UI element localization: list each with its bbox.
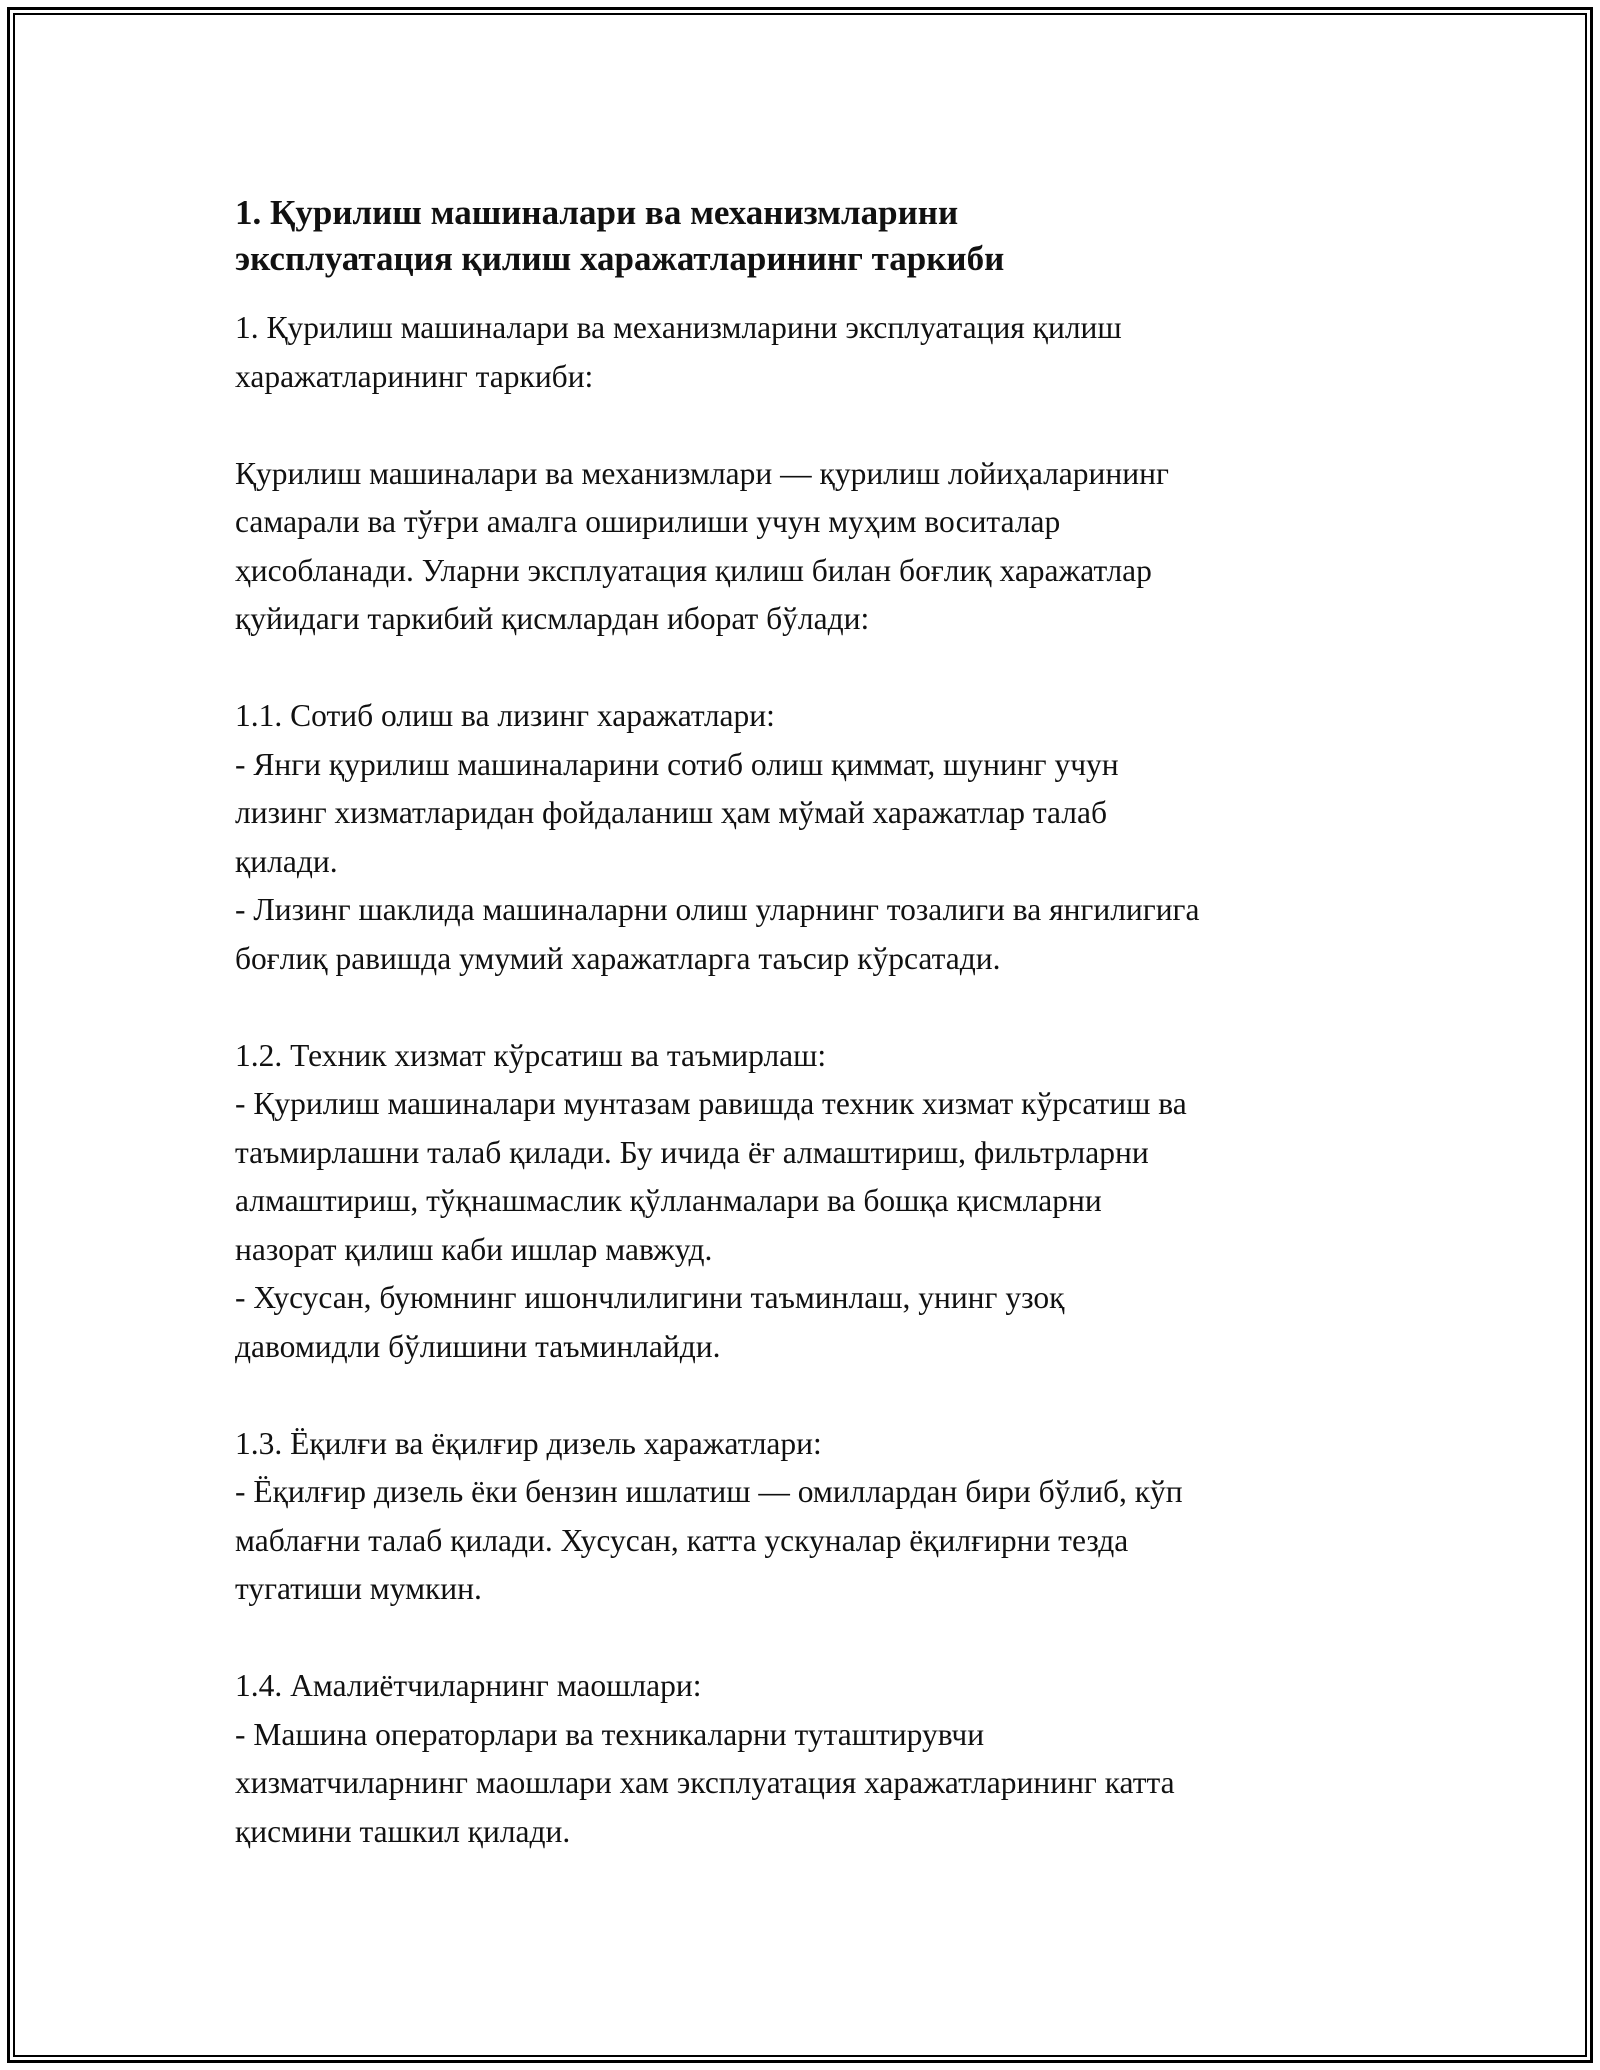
paragraph-gap: [235, 983, 1395, 1032]
section-1-2: [235, 1032, 1395, 1372]
text-line: 1. Қурилиш машиналари ва механизмларини эксплуатация қилиш: [235, 310, 1122, 345]
text-line: самарали ва тўғри амалга оширилиши учун муҳим воситалар: [235, 504, 1061, 539]
text-line: давомидли бўлишини таъминлайди.: [235, 1328, 721, 1364]
text-line: хизматчиларнинг маошлари хам эксплуатация харажатларининг катта: [235, 1765, 1175, 1800]
text-line: лизинг хизматларидан фойдаланиш ҳам мўмай харажатлар талаб: [235, 795, 1107, 830]
paragraph-gap: [235, 1614, 1395, 1663]
paragraph-gap: [235, 644, 1395, 693]
text-line: - Хусусан, буюмнинг ишончлилигини таъминлаш, унинг узоқ: [235, 1280, 1065, 1315]
text-line: қилади.: [235, 843, 338, 879]
text-line: қисмини ташкил қилади.: [235, 1813, 571, 1849]
section-heading: 1.1. Сотиб олиш ва лизинг харажатлари:: [235, 698, 775, 733]
text-line: - Қурилиш машиналари мунтазам равишда техник хизмат кўрсатиш ва: [235, 1086, 1187, 1121]
intro-paragraph: [235, 304, 1395, 401]
text-line: қуйидаги таркибий қисмлардан иборат бўлади:: [235, 601, 870, 636]
section-heading: 1.4. Амалиётчиларнинг маошлари:: [235, 1668, 702, 1703]
text-line: алмаштириш, тўқнашмаслик қўлланмалари ва бошқа қисмларни: [235, 1183, 1102, 1218]
document-title: [235, 190, 1395, 282]
text-line: тугатиши мумкин.: [235, 1571, 482, 1606]
text-line: - Машина операторлари ва техникаларни туташтирувчи: [235, 1716, 985, 1752]
section-1-3: [235, 1420, 1395, 1614]
text-line: - Янги қурилиш машиналарини сотиб олиш қиммат, шунинг учун: [235, 746, 1119, 782]
paragraph-gap: [235, 401, 1395, 450]
text-line: таъмирлашни талаб қилади. Бу ичида ёғ алмаштириш, фильтрларни: [235, 1134, 1149, 1170]
title-line: 1. Қурилиш машиналари ва механизмларини: [235, 193, 959, 232]
text-line: назорат қилиш каби ишлар мавжуд.: [235, 1231, 713, 1267]
text-line: ҳисобланади. Уларни эксплуатация қилиш билан боғлиқ харажатлар: [235, 552, 1152, 588]
text-line: Қурилиш машиналари ва механизмлари — қурилиш лойиҳаларининг: [235, 455, 1169, 491]
section-heading: 1.3. Ёқилғи ва ёқилғир дизель харажатлари:: [235, 1425, 822, 1461]
title-line: эксплуатация қилиш харажатларининг таркиби: [235, 239, 1005, 278]
paragraph-gap: [235, 1371, 1395, 1420]
document-body: [235, 190, 1395, 1856]
text-line: харажатларининг таркиби:: [235, 358, 594, 394]
text-line: - Лизинг шаклида машиналарни олиш уларнинг тозалиги ва янгилигига: [235, 892, 1200, 927]
text-line: - Ёқилғир дизель ёки бензин ишлатиш — омиллардан бири бўлиб, кўп: [235, 1474, 1183, 1509]
section-1-4: [235, 1662, 1395, 1856]
text-line: маблағни талаб қилади. Хусусан, катта ускуналар ёқилғирни тезда: [235, 1522, 1129, 1558]
overview-paragraph: [235, 450, 1395, 644]
text-line: боғлиқ равишда умумий харажатларга таъсир кўрсатади.: [235, 940, 1001, 976]
section-1-1: [235, 692, 1395, 983]
section-heading: 1.2. Техник хизмат кўрсатиш ва таъмирлаш:: [235, 1037, 827, 1073]
